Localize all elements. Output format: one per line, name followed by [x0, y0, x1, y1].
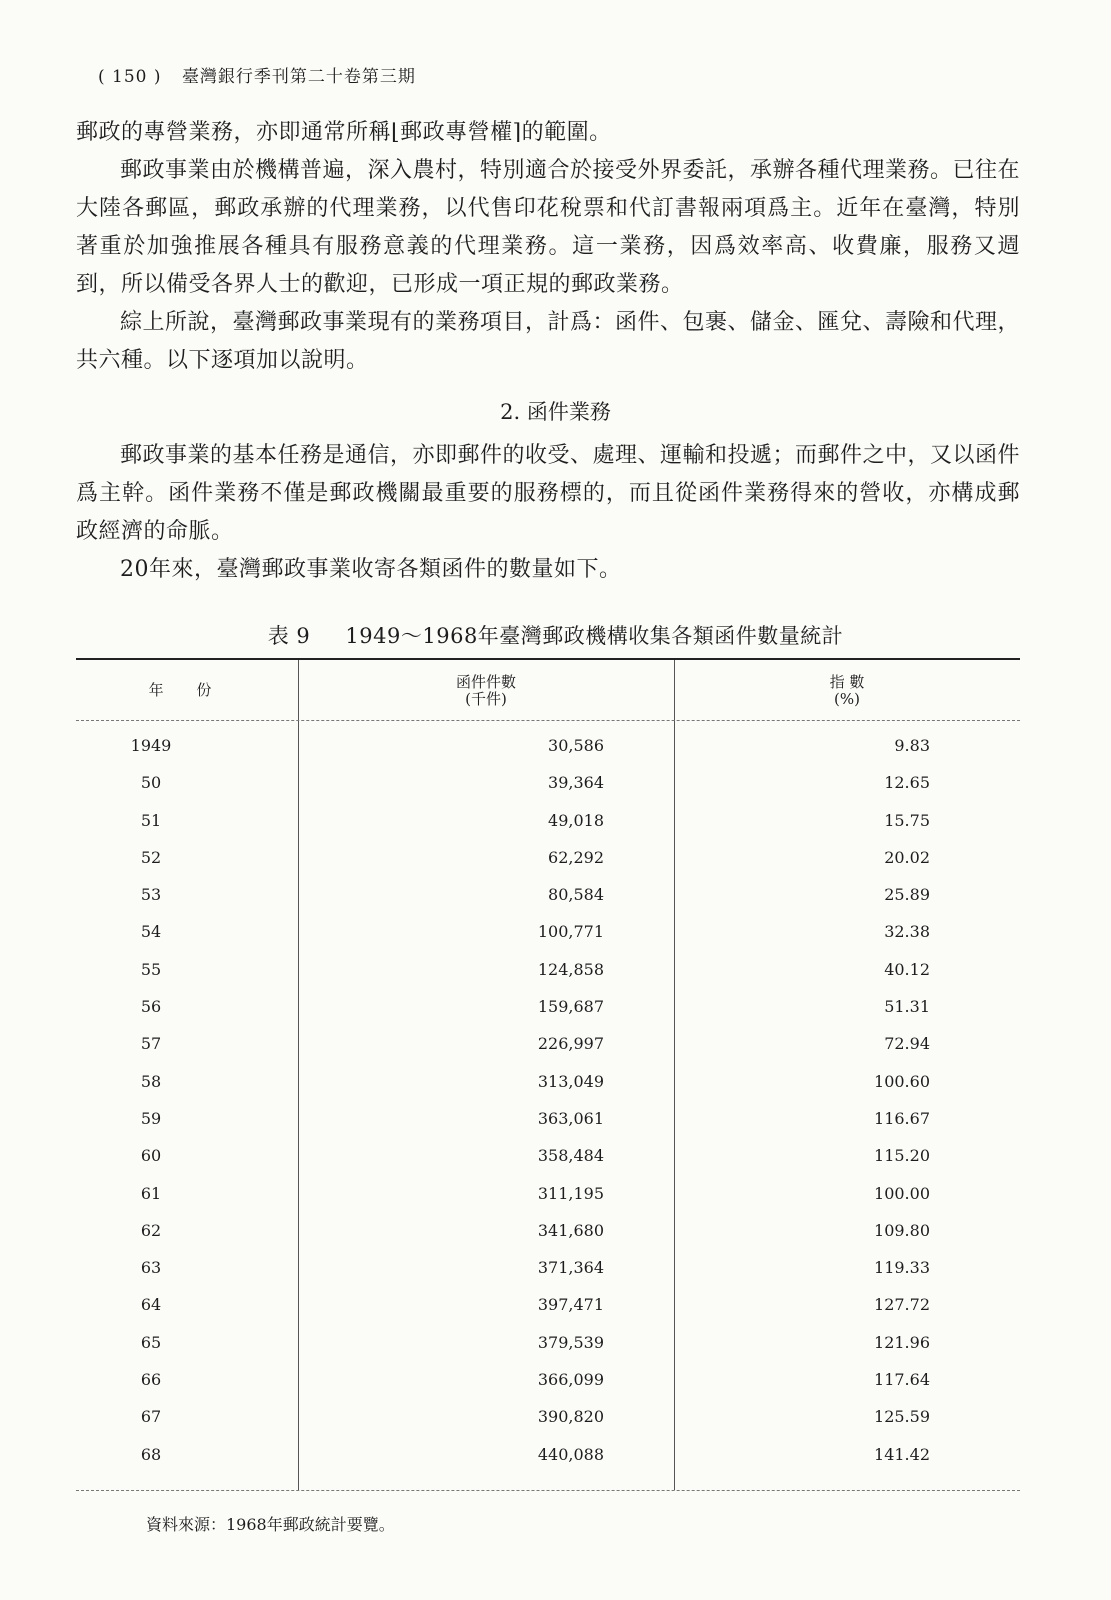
- paragraph: 綜上所說，臺灣郵政事業現有的業務項目，計爲：函件、包裹、儲金、匯兌、壽險和代理，共六種。以下逐項加以說明。: [76, 310, 1021, 373]
- count-cell: 371,364: [537, 1258, 604, 1278]
- table-row: [76, 840, 1020, 877]
- table-row: [76, 1287, 1020, 1324]
- count-cell: 39,364: [548, 773, 604, 793]
- count-cell: 49,018: [548, 810, 604, 830]
- header-count-unit: (千件): [465, 690, 507, 708]
- index-cell: 32.38: [884, 922, 930, 942]
- index-cell: 51.31: [884, 997, 930, 1017]
- count-cell: 30,586: [548, 736, 604, 755]
- journal-title: 臺灣銀行季刊第二十卷第三期: [181, 67, 416, 87]
- index-cell: 115.20: [874, 1146, 930, 1166]
- table-row: [76, 1250, 1020, 1287]
- count-cell: 80,584: [548, 885, 604, 905]
- table-row: [76, 728, 1020, 765]
- year-cell: 65: [140, 1332, 162, 1352]
- index-cell: 20.02: [884, 847, 930, 867]
- year-cell: 1949: [130, 736, 172, 755]
- year-cell: 55: [140, 959, 162, 979]
- body-text-2: [76, 437, 1020, 589]
- table-row: [76, 1176, 1020, 1213]
- index-cell: 12.65: [884, 773, 930, 793]
- year-cell: 57: [140, 1034, 162, 1054]
- count-cell: 159,687: [537, 997, 604, 1017]
- table-row: [76, 1437, 1020, 1474]
- table-body: [76, 728, 1020, 1474]
- count-cell: 440,088: [537, 1444, 604, 1464]
- table-row: [76, 877, 1020, 914]
- source-note: 資料來源：1968年郵政統計要覽。: [146, 1515, 395, 1534]
- year-cell: 53: [140, 885, 162, 905]
- paragraph: 郵政事業由於機構普遍，深入農村，特別適合於接受外界委託，承辦各種代理業務。已往在大陸各郵區，郵政承辦的代理業務，以代售印花稅票和代訂書報兩項爲主。近年在臺灣，特別著重於加強推展各種具有服務意義的代理業務。這一業務，因爲效率高、收費廉，服務又週到，所以備受各界人士的歡迎，已形成一項正規的郵政業務。: [76, 158, 1021, 297]
- year-cell: 64: [140, 1295, 162, 1315]
- year-cell: 66: [140, 1370, 162, 1390]
- paragraph: 郵政的專營業務，亦即通常所稱⌊郵政專營權⌉的範圍。: [76, 120, 612, 145]
- table-row: [76, 803, 1020, 840]
- header-count: [298, 674, 674, 708]
- count-cell: 100,771: [537, 922, 604, 942]
- index-cell: 25.89: [884, 885, 930, 905]
- index-cell: 119.33: [874, 1258, 930, 1278]
- page-number: ( 150 ): [98, 67, 162, 87]
- year-cell: 50: [140, 773, 162, 793]
- table-row: [76, 1362, 1020, 1399]
- table-caption: [0, 620, 1111, 650]
- year-cell: 54: [140, 922, 162, 942]
- count-cell: 124,858: [537, 959, 604, 979]
- header-year: 年 份: [148, 681, 226, 699]
- index-cell: 125.59: [874, 1407, 930, 1427]
- index-cell: 121.96: [874, 1332, 930, 1352]
- table-row: [76, 1325, 1020, 1362]
- index-cell: 100.00: [874, 1183, 930, 1203]
- count-cell: 226,997: [537, 1034, 604, 1054]
- index-cell: 116.67: [874, 1108, 930, 1128]
- stats-table: [76, 658, 1020, 1491]
- index-cell: 9.83: [894, 736, 930, 755]
- year-cell: 59: [140, 1108, 162, 1128]
- year-cell: 61: [140, 1183, 162, 1203]
- year-cell: 62: [140, 1220, 162, 1240]
- count-cell: 390,820: [537, 1407, 604, 1427]
- table-header: [76, 660, 1020, 721]
- table-row: [76, 1026, 1020, 1063]
- paragraph: 20年來，臺灣郵政事業收寄各類函件的數量如下。: [120, 557, 622, 582]
- count-cell: 313,049: [537, 1071, 604, 1091]
- header-index: [674, 674, 1020, 708]
- year-cell: 52: [140, 847, 162, 867]
- index-cell: 109.80: [874, 1220, 930, 1240]
- count-cell: 62,292: [548, 847, 604, 867]
- running-head: [98, 62, 416, 87]
- header-index-label: 指 數: [829, 673, 865, 691]
- index-cell: 127.72: [874, 1295, 930, 1315]
- table-title: 1949～1968年臺灣郵政機構收集各類函件數量統計: [345, 624, 844, 648]
- year-cell: 60: [140, 1146, 162, 1166]
- count-cell: 379,539: [537, 1332, 604, 1352]
- count-cell: 311,195: [537, 1183, 604, 1203]
- index-cell: 100.60: [874, 1071, 930, 1091]
- count-cell: 397,471: [537, 1295, 604, 1315]
- index-cell: 141.42: [874, 1444, 930, 1464]
- year-cell: 58: [140, 1071, 162, 1091]
- table-row: [76, 1064, 1020, 1101]
- table-row: [76, 765, 1020, 802]
- table-row: [76, 1213, 1020, 1250]
- table-row: [76, 1138, 1020, 1175]
- section-heading: 2. 函件業務: [500, 400, 611, 424]
- count-cell: 341,680: [537, 1220, 604, 1240]
- body-text: [76, 114, 1020, 380]
- count-cell: 358,484: [537, 1146, 604, 1166]
- table-number: 表 9: [267, 624, 311, 648]
- index-cell: 40.12: [884, 959, 930, 979]
- year-cell: 63: [140, 1258, 162, 1278]
- paragraph: 郵政事業的基本任務是通信，亦即郵件的收受、處理、運輸和投遞；而郵件之中，又以函件爲主幹。函件業務不僅是郵政機關最重要的服務標的，而且從函件業務得來的營收，亦構成郵政經濟的命脈。: [76, 443, 1021, 544]
- year-cell: 67: [140, 1407, 162, 1427]
- header-count-label: 函件件數: [455, 673, 516, 691]
- index-cell: 15.75: [884, 810, 930, 830]
- index-cell: 72.94: [884, 1034, 930, 1054]
- index-cell: 117.64: [874, 1370, 930, 1390]
- table-row: [76, 1101, 1020, 1138]
- table-row: [76, 914, 1020, 951]
- header-index-unit: (%): [834, 690, 860, 708]
- count-cell: 363,061: [537, 1108, 604, 1128]
- table-row: [76, 952, 1020, 989]
- year-cell: 68: [140, 1444, 162, 1464]
- year-cell: 51: [140, 810, 162, 830]
- table-row: [76, 989, 1020, 1026]
- year-cell: 56: [140, 997, 162, 1017]
- count-cell: 366,099: [537, 1370, 604, 1390]
- table-row: [76, 1399, 1020, 1436]
